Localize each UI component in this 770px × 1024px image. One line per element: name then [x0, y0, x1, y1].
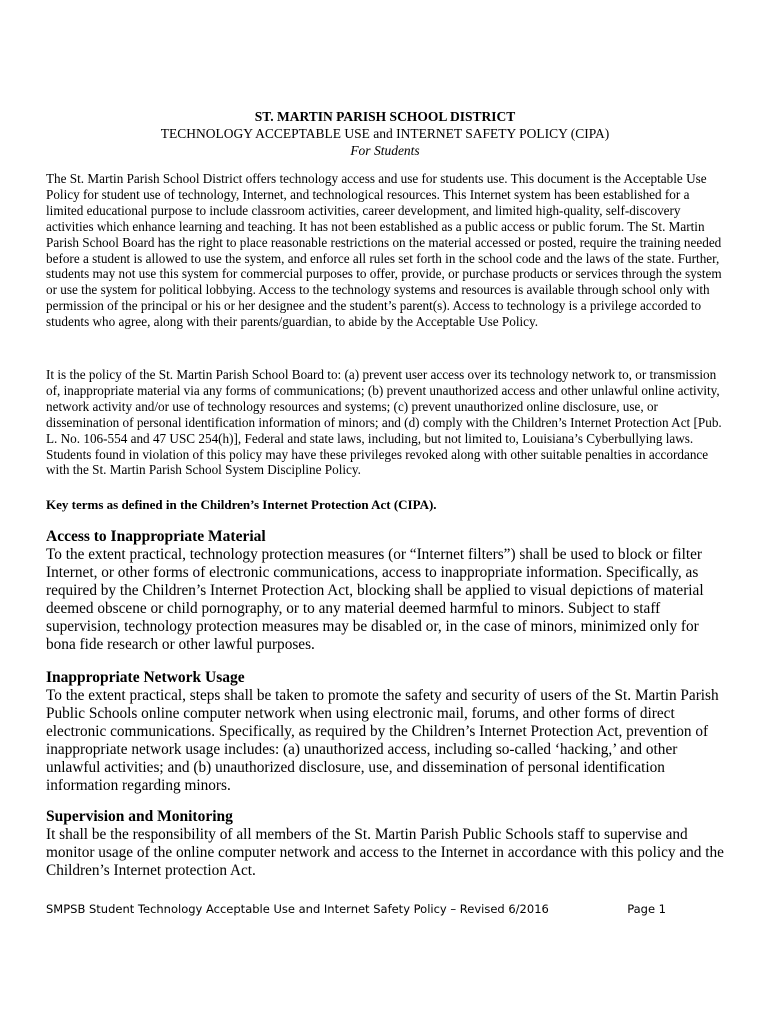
policy-title: TECHNOLOGY ACCEPTABLE USE and INTERNET SAFETY POLICY (CIPA) [160, 126, 610, 141]
policy-paragraph: It is the policy of the St. Martin Parish School Board to: (a) prevent user access over its technology network to, or transmission of, inappropriate material via any forms of communications; (b) prevent unauthorized access and other unlawful online activity, network activity and/or use of technology resources and systems; (c) prevent unauthorized online disclosure, use, or dissemination of personal identification information of minors; and (d) comply with the Children’s Internet Protection Act [Pub. L. No. 106-554 and 47 USC 254(h)], Federal and state laws, including, but not limited to, Louisiana’s Cyberbullying laws. Students found in violation of this policy may have these privileges revoked along with other suitable penalties in accordance with the St. Martin Parish School System Discipline Policy. [46, 367, 722, 478]
section-body-inappropriate-material: To the extent practical, technology protection measures (or “Internet filters”) shall be used to block or filter Internet, or other forms of electronic communications, access to inappropriate information. Specifically, as required by the Children’s Internet Protection Act, blocking shall be applied to visual depictions of material deemed obscene or child pornography, or to any material deemed harmful to minors. Subject to staff supervision, technology protection measures may be disabled or, in the case of minors, minimized only for bona fide research or other lawful purposes. [46, 546, 704, 653]
document-header [0, 108, 770, 159]
section-body-network-usage: To the extent practical, steps shall be taken to promote the safety and security of users of the St. Martin Parish Public Schools online computer network when using electronic mail, forums, and other forms of direct electronic communications. Specifically, as required by the Children’s Internet Protection Act, prevention of inappropriate network usage includes: (a) unauthorized access, including so-called ‘hacking,’ and other unlawful activities; and (b) unauthorized disclosure, use, and dissemination of personal identification information regarding minors. [46, 687, 719, 794]
audience-label: For Students [350, 143, 420, 158]
district-title: ST. MARTIN PARISH SCHOOL DISTRICT [254, 109, 516, 124]
footer-page-number: Page 1 [627, 902, 666, 916]
footer-document-label: SMPSB Student Technology Acceptable Use and Internet Safety Policy – Revised 6/2016 [46, 902, 549, 916]
section-heading-network-usage: Inappropriate Network Usage [46, 669, 245, 686]
section-heading-supervision: Supervision and Monitoring [46, 808, 233, 825]
intro-paragraph: The St. Martin Parish School District offers technology access and use for students use. This document is the Acceptable Use Policy for student use of technology, Internet, and technological resources. This Internet system has been established for a limited educational purpose to include classroom activities, career development, and limited high-quality, self-discovery activities which enhance learning and teaching. It has not been established as a public access or public forum. The St. Martin Parish School Board has the right to place reasonable restrictions on the material accessed or posted, require the training needed before a student is allowed to use the system, and enforce all rules set forth in the school code and the laws of the state. Further, students may not use this system for commercial purposes to offer, provide, or purchase products or services through the system or use the system for political lobbying. Access to the technology systems and resources is available through school only with permission of the principal or his or her designee and the student’s parent(s). Access to technology is a privilege accorded to students who agree, along with their parents/guardian, to abide by the Acceptable Use Policy. [46, 171, 722, 330]
section-body-supervision: It shall be the responsibility of all members of the St. Martin Parish Public Schools staff to supervise and monitor usage of the online computer network and access to the Internet in accordance with this policy and the Children’s Internet protection Act. [46, 826, 724, 879]
key-terms-heading: Key terms as defined in the Children’s Internet Protection Act (CIPA). [46, 497, 437, 512]
section-heading-inappropriate-material: Access to Inappropriate Material [46, 528, 266, 545]
